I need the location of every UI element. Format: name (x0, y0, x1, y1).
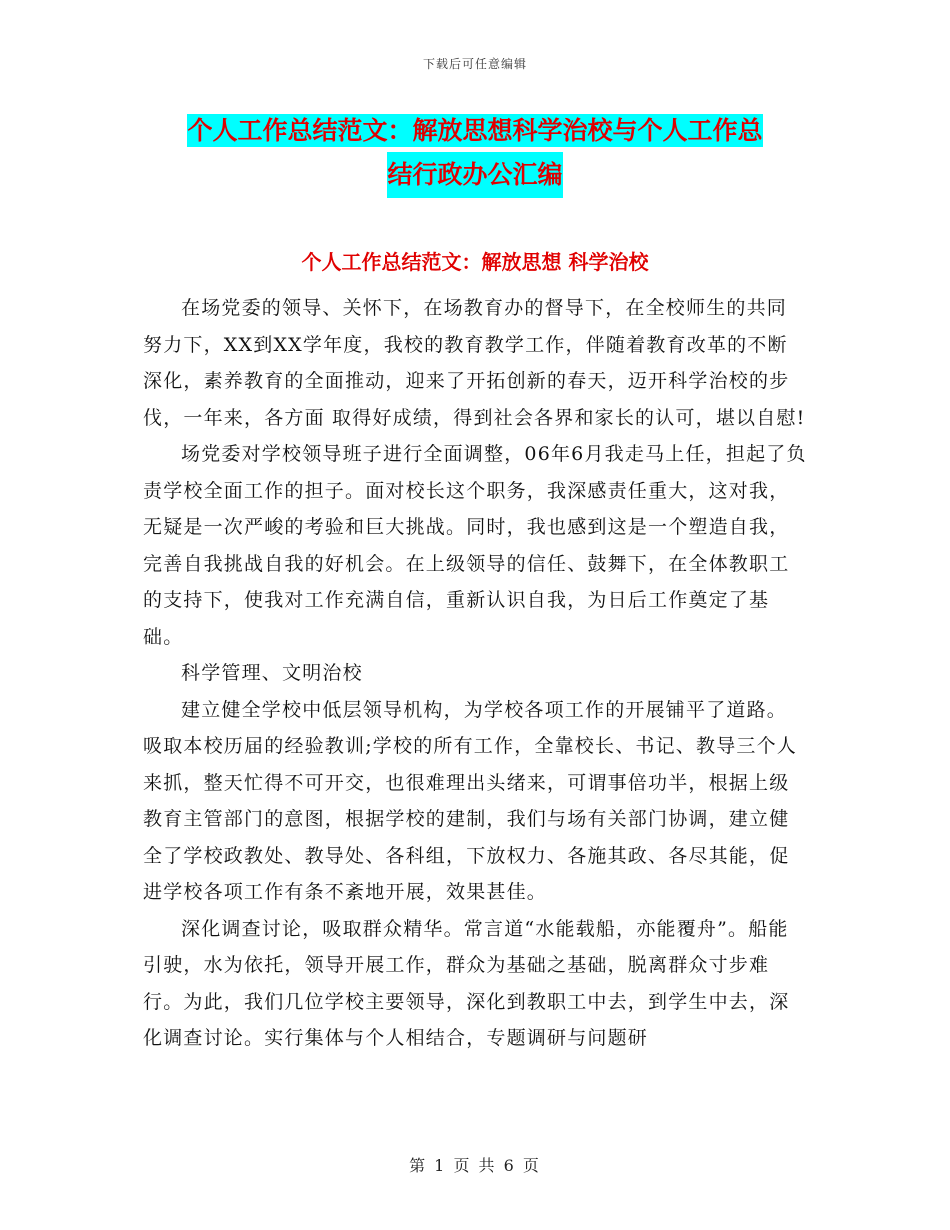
paragraph: 建立健全学校中低层领导机构，为学校各项工作的开展铺平了道路。吸取本校历届的经验教训;学校的所有工作，全靠校长、书记、教导三个人来抓，整天忙得不可开交，也很难理出头绪来，可谓事倍功半，根据上级教育主管部门的意图，根据学校的建制，我们与场有关部门协调，建立健全了学校政教处、教导处、各科组，下放权力、各施其政、各尽其能，促进学校各项工作有条不紊地开展，效果甚佳。 (143, 698, 798, 903)
paragraph-heading: 科学管理、文明治校 (181, 662, 363, 684)
section-heading: 个人工作总结范文：解放思想 科学治校 (301, 250, 649, 274)
paragraph: 深化调查讨论，吸取群众精华。常言道“水能载船，亦能覆舟”。船能引驶，水为依托，领导开展工作，群众为基础之基础，脱离群众寸步难行。为此，我们几位学校主要领导，深化到教职工中去，到学生中去，深化调查讨论。实行集体与个人相结合，专题调研与问题研 (143, 917, 790, 1049)
header-note: 下载后可任意编辑 (422, 57, 527, 71)
title-line-1: 个人工作总结范文：解放思想科学治校与个人工作总 (187, 116, 763, 145)
page-footer: 第 1 页 共 6 页 (409, 1156, 541, 1175)
document-body (143, 290, 807, 1057)
paragraph: 在场党委的领导、关怀下，在场教育办的督导下，在全校师生的共同努力下，XX到XX学年度，我校的教育教学工作，伴随着教育改革的不断深化，素养教育的全面推动，迎来了开拓创新的春天，迈开科学治校的步伐，一年来，各方面 取得好成绩，得到社会各界和家长的认可，堪以自慰! (143, 297, 806, 429)
document-title (0, 110, 950, 198)
paragraph: 场党委对学校领导班子进行全面调整，06年6月我走马上任，担起了负责学校全面工作的担子。面对校长这个职务，我深感责任重大，这对我，无疑是一次严峻的考验和巨大挑战。同时，我也感到这是一个塑造自我，完善自我挑战自我的好机会。在上级领导的信任、鼓舞下，在全体教职工的支持下，使我对工作充满自信，重新认识自我，为日后工作奠定了基础。 (143, 443, 807, 648)
title-line-2: 结行政办公汇编 (387, 152, 562, 198)
